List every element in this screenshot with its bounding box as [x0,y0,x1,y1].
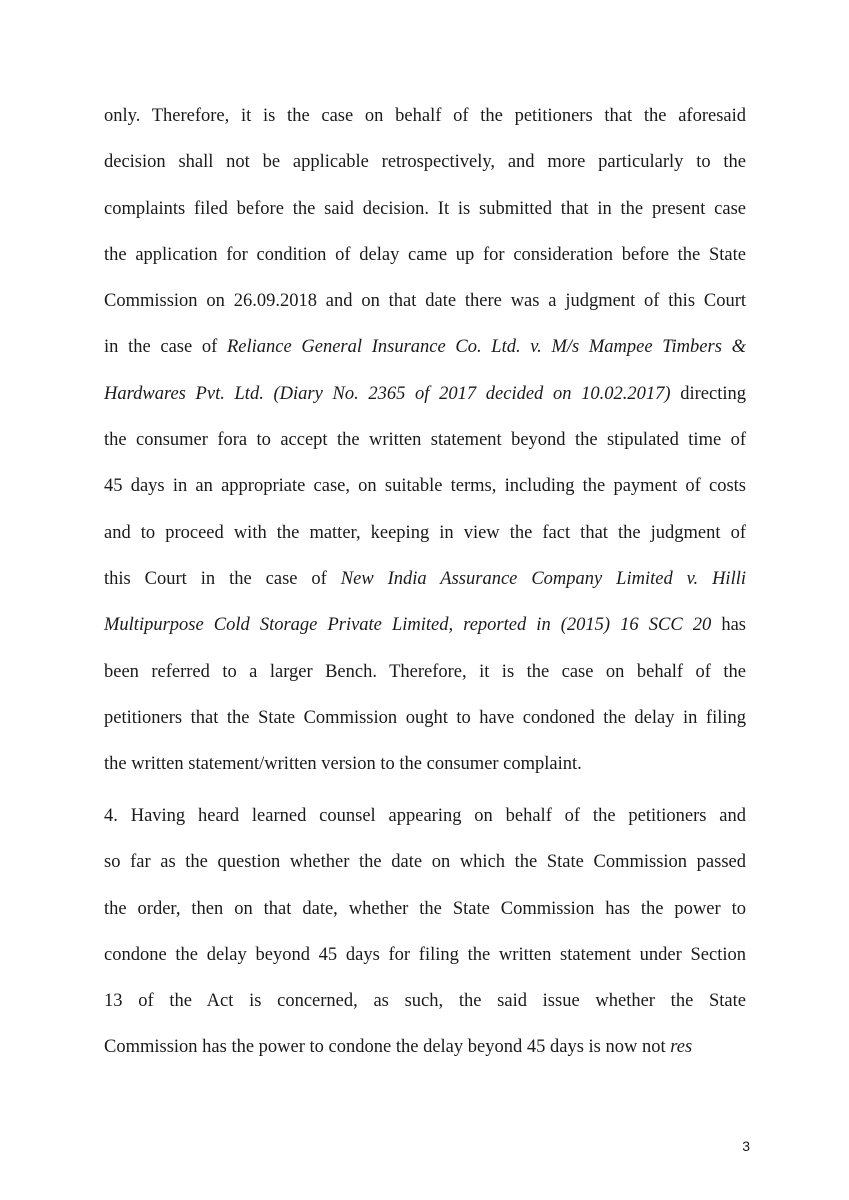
text-line [104,147,746,193]
text-segment: 13 of the Act is concerned, as such, the said issue whether the State [104,991,746,1012]
text-line [104,564,746,610]
text-segment: this Court in the case of [104,568,341,589]
text-line [104,657,746,703]
italic-citation: Reliance General Insurance Co. Ltd. v. M/s Mampee Timbers & [227,337,746,358]
text-segment: the written statement/written version to the consumer complaint. [104,754,582,775]
text-line [104,610,746,656]
text-line [104,847,746,893]
text-line [104,332,746,378]
page-number: 3 [742,1138,750,1154]
text-segment: 45 days in an appropriate case, on suitable terms, including the payment of costs [104,476,746,497]
text-line [104,379,746,425]
text-segment: so far as the question whether the date on which the State Commission passed [104,852,746,873]
text-line [104,1032,746,1078]
italic-citation: Hardwares Pvt. Ltd. (Diary No. 2365 of 2017 decided on 10.02.2017) [104,383,671,404]
text-line [104,940,746,986]
text-line [104,194,746,240]
text-line [104,986,746,1032]
text-segment: complaints filed before the said decision. It is submitted that in the present case [104,198,746,219]
text-segment: Commission has the power to condone the delay beyond 45 days is now not [104,1037,671,1058]
text-segment: decision shall not be applicable retrospectively, and more particularly to the [104,152,746,173]
text-segment: condone the delay beyond 45 days for filing the written statement under Section [104,944,746,965]
text-line [104,101,746,147]
text-line [104,749,746,795]
text-line [104,518,746,564]
text-segment: the order, then on that date, whether the State Commission has the power to [104,898,746,919]
text-line [104,801,746,847]
text-segment: in the case of [104,337,227,358]
paragraph-continued [104,101,746,795]
text-line [104,286,746,332]
text-segment: only. Therefore, it is the case on behalf of the petitioners that the aforesaid [104,106,746,126]
text-line [104,894,746,940]
italic-citation: Multipurpose Cold Storage Private Limited, reported in (2015) 16 SCC 20 [104,615,712,636]
text-segment: been referred to a larger Bench. Therefore, it is the case on behalf of the [104,661,746,682]
italic-citation: New India Assurance Company Limited v. Hilli [340,568,746,589]
text-segment: Commission on 26.09.2018 and on that date there was a judgment of this Court [104,291,746,312]
text-line [104,471,746,517]
text-segment: the application for condition of delay came up for consideration before the State [104,244,746,265]
italic-citation: res [670,1037,693,1058]
text-segment: and to proceed with the matter, keeping in view the fact that the judgment of [104,522,746,543]
text-line [104,703,746,749]
text-segment: petitioners that the State Commission ought to have condoned the delay in filing [104,707,746,728]
text-line [104,425,746,471]
text-line [104,240,746,286]
text-segment: the consumer fora to accept the written statement beyond the stipulated time of [104,430,746,451]
text-segment: 4. Having heard learned counsel appearing on behalf of the petitioners and [104,806,746,826]
text-segment: directing [670,383,746,404]
text-segment: has [711,615,746,636]
paragraph-4 [104,801,746,1079]
